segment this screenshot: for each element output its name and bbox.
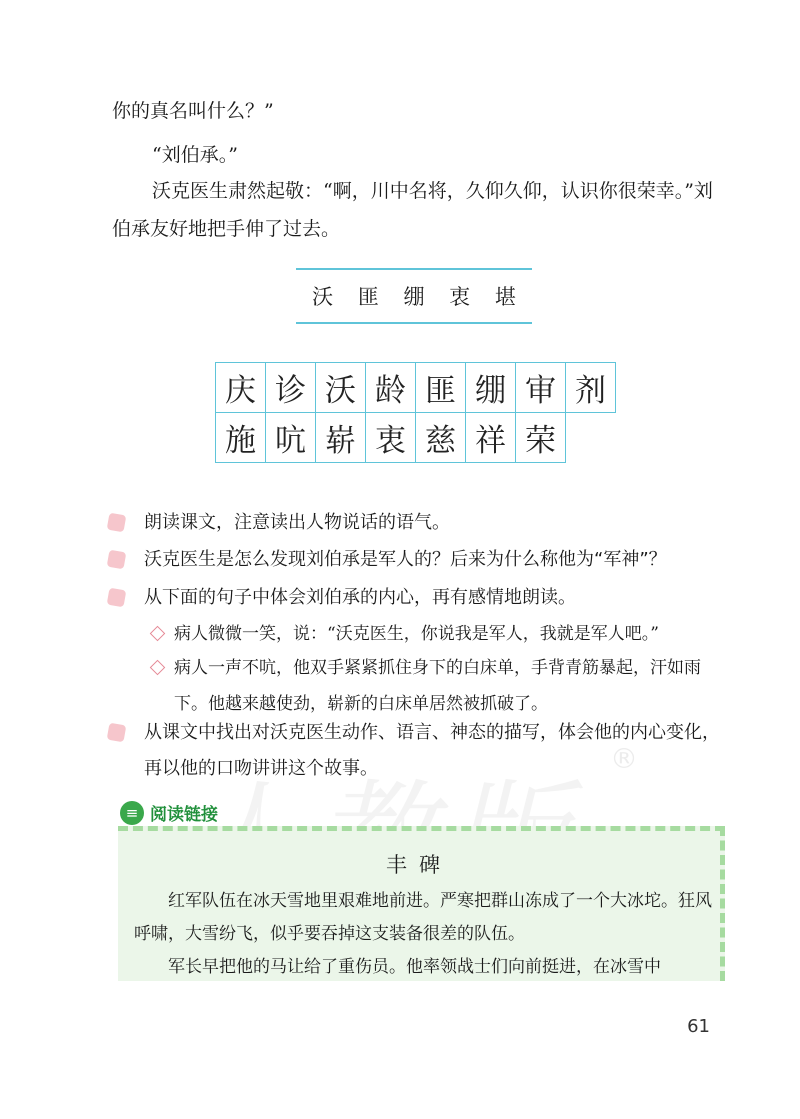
exercise-text: 朗读课文，注意读出人物说话的语气。 [144,512,450,533]
char-cell: 施 [215,412,266,463]
exercise-1 [108,505,728,541]
reading-link-label: 阅读链接 [150,805,218,825]
char-cell: 祥 [465,412,516,463]
exercise-text: 沃克医生是怎么发现刘伯承是军人的？后来为什么称他为“军神”？ [144,549,667,570]
grid-row-2 [216,413,616,463]
write-characters: 沃 匪 绷 衷 堪 [312,285,525,309]
page-number: 61 [687,1016,710,1037]
exercise-bullet-icon [107,723,127,743]
char-cell: 荣 [515,412,566,463]
book-icon: ≡ [120,801,144,825]
exercise-text: 从课文中找出对沃克医生动作、语言、神态的描写，体会他的内心变化，再以他的口吻讲讲这个故事。 [144,722,720,779]
reading-title: 丰碑 [386,853,452,877]
recognize-characters-grid [216,363,616,463]
reading-paragraph-2: 军长早把他的马让给了重伤员。他率领战士们向前挺进，在冰雪中 [168,957,661,977]
sentence-1 [152,616,732,652]
registered-mark: ® [610,742,638,775]
exercise-bullet-icon [107,588,127,608]
char-cell: 审 [515,362,566,413]
diamond-bullet-icon [150,660,166,676]
exercise-bullet-icon [107,550,127,570]
char-cell: 吭 [265,412,316,463]
story-line-2: “刘伯承。” [152,144,238,166]
char-cell: 庆 [215,362,266,413]
char-cell: 剂 [565,362,616,413]
char-cell: 匪 [415,362,466,413]
sentence-2 [152,650,732,722]
exercise-3 [108,580,728,616]
char-cell: 龄 [365,362,416,413]
char-cell: 沃 [315,362,366,413]
exercise-bullet-icon [107,513,127,533]
char-cell: 绷 [465,362,516,413]
sentence-text: 病人微微一笑，说：“沃克医生，你说我是军人，我就是军人吧。” [174,624,659,644]
write-characters-box [296,268,532,324]
reading-link-header [120,800,218,825]
char-cell: 慈 [415,412,466,463]
exercise-text: 从下面的句子中体会刘伯承的内心，再有感情地朗读。 [144,587,576,608]
story-line-3: 沃克医生肃然起敬：“啊，川中名将，久仰久仰，认识你很荣幸。”刘伯承友好地把手伸了过去。 [112,180,713,240]
char-cell: 崭 [315,412,366,463]
char-cell: 衷 [365,412,416,463]
story-line-1: 你的真名叫什么？” [112,100,274,122]
reading-link-box [118,826,725,981]
grid-row-1 [216,363,616,413]
char-cell: 诊 [265,362,316,413]
reading-body [118,885,720,984]
diamond-bullet-icon [150,626,166,642]
sentence-text: 病人一声不吭，他双手紧紧抓住身下的白床单，手背青筋暴起，汗如雨下。他越来越使劲，崭新的白床单居然被抓破了。 [174,658,701,714]
exercise-2 [108,542,728,578]
reading-paragraph-1: 红军队伍在冰天雪地里艰难地前进。严寒把群山冻成了一个大冰坨。狂风呼啸，大雪纷飞，似乎要吞掉这支装备很差的队伍。 [134,891,712,944]
